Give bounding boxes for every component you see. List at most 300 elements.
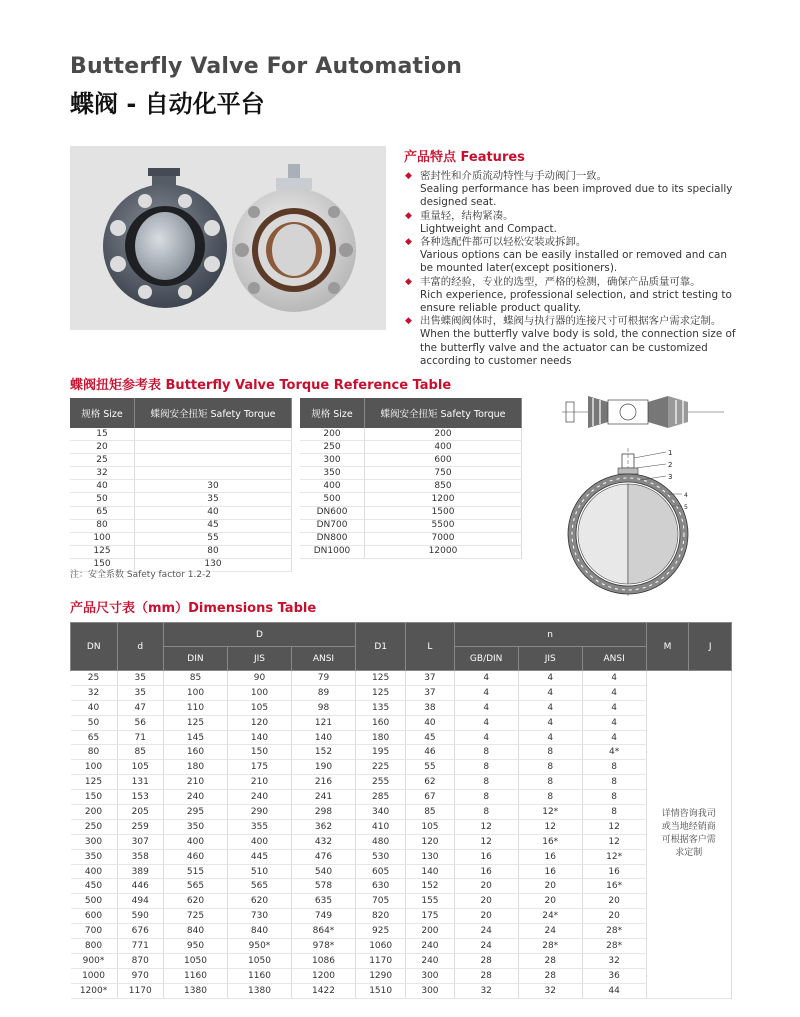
cell-D-din: 725 bbox=[163, 909, 227, 924]
torque-size-cell: 25 bbox=[70, 454, 135, 467]
cell-d: 676 bbox=[117, 924, 163, 939]
cell-dn: 25 bbox=[71, 671, 118, 686]
cell-n-ansi: 4* bbox=[582, 745, 646, 760]
cell-D-din: 840 bbox=[163, 924, 227, 939]
cell-D-jis: 175 bbox=[227, 760, 291, 775]
torque-size-cell: 32 bbox=[70, 467, 135, 480]
torque-size-cell: 250 bbox=[300, 441, 365, 454]
cell-D-ansi: 1422 bbox=[291, 983, 355, 998]
torque-size-cell: DN700 bbox=[300, 519, 365, 532]
cell-n-jis: 32 bbox=[518, 983, 582, 998]
torque-value-cell: 400 bbox=[365, 441, 522, 454]
torque-table-left bbox=[70, 398, 292, 572]
dimensions-heading: 产品尺寸表（mm）Dimensions Table bbox=[70, 601, 317, 616]
cell-D-ansi: 476 bbox=[291, 849, 355, 864]
cell-d: 494 bbox=[117, 894, 163, 909]
cell-D-ansi: 190 bbox=[291, 760, 355, 775]
feature-item bbox=[404, 315, 736, 368]
cell-d: 446 bbox=[117, 879, 163, 894]
cell-l: 38 bbox=[406, 700, 454, 715]
cell-n-gbdin: 8 bbox=[454, 775, 518, 790]
cell-n-gbdin: 32 bbox=[454, 983, 518, 998]
torque-size-cell: 400 bbox=[300, 480, 365, 493]
torque-size-cell: 100 bbox=[70, 532, 135, 545]
cell-dn: 700 bbox=[71, 924, 118, 939]
cell-dn: 350 bbox=[71, 849, 118, 864]
cell-d1: 630 bbox=[355, 879, 405, 894]
cell-l: 40 bbox=[406, 715, 454, 730]
cell-n-ansi: 8 bbox=[582, 805, 646, 820]
col-D-din: DIN bbox=[163, 647, 227, 671]
cell-n-gbdin: 8 bbox=[454, 805, 518, 820]
dimension-row bbox=[71, 671, 732, 686]
torque-row bbox=[300, 441, 522, 454]
torque-value-cell: 1200 bbox=[365, 493, 522, 506]
features-heading: 产品特点 Features bbox=[404, 150, 525, 165]
diamond-bullet-icon: ◆ bbox=[405, 210, 412, 221]
col-torque-header: 蝶阀安全扭矩 Safety Torque bbox=[365, 398, 522, 428]
cell-d1: 180 bbox=[355, 730, 405, 745]
cell-dn: 200 bbox=[71, 805, 118, 820]
cell-l: 85 bbox=[406, 805, 454, 820]
dimension-row bbox=[71, 790, 732, 805]
dimension-row bbox=[71, 805, 732, 820]
cell-d1: 195 bbox=[355, 745, 405, 760]
product-photo bbox=[70, 146, 386, 330]
dimension-row bbox=[71, 775, 732, 790]
feature-cn: 丰富的经验，专业的选型，严格的检测，确保产品质量可靠。 bbox=[420, 275, 701, 288]
cell-d: 590 bbox=[117, 909, 163, 924]
torque-value-cell: 5500 bbox=[365, 519, 522, 532]
drawing-label: 3 bbox=[668, 473, 673, 481]
torque-row bbox=[300, 467, 522, 480]
cell-d: 105 bbox=[117, 760, 163, 775]
torque-row bbox=[70, 493, 292, 506]
cell-D-ansi: 362 bbox=[291, 819, 355, 834]
cell-D-din: 100 bbox=[163, 685, 227, 700]
cell-l: 105 bbox=[406, 819, 454, 834]
cell-D-jis: 400 bbox=[227, 834, 291, 849]
cell-dn: 100 bbox=[71, 760, 118, 775]
cell-d1: 530 bbox=[355, 849, 405, 864]
cell-l: 55 bbox=[406, 760, 454, 775]
cell-l: 46 bbox=[406, 745, 454, 760]
feature-item bbox=[404, 210, 736, 236]
cell-n-jis: 16 bbox=[518, 849, 582, 864]
cell-l: 152 bbox=[406, 879, 454, 894]
torque-row bbox=[70, 454, 292, 467]
cell-dn: 50 bbox=[71, 715, 118, 730]
cell-dn: 800 bbox=[71, 939, 118, 954]
cell-n-gbdin: 16 bbox=[454, 849, 518, 864]
cell-n-ansi: 16 bbox=[582, 864, 646, 879]
cell-d1: 820 bbox=[355, 909, 405, 924]
feature-en: Sealing performance has been improved due to its specially designed seat. bbox=[420, 183, 733, 209]
custom-note: 详情咨询我司或当地经销商可根据客户需求定制 bbox=[661, 809, 716, 859]
cell-d1: 125 bbox=[355, 685, 405, 700]
cell-n-jis: 28* bbox=[518, 939, 582, 954]
cell-D-ansi: 121 bbox=[291, 715, 355, 730]
cell-d1: 125 bbox=[355, 671, 405, 686]
custom-note-cell bbox=[646, 671, 731, 999]
col-n-ansi: ANSI bbox=[582, 647, 646, 671]
dimension-row bbox=[71, 715, 732, 730]
cell-n-ansi: 8 bbox=[582, 790, 646, 805]
cell-n-gbdin: 4 bbox=[454, 715, 518, 730]
cell-D-din: 565 bbox=[163, 879, 227, 894]
cell-d: 259 bbox=[117, 819, 163, 834]
cell-dn: 250 bbox=[71, 819, 118, 834]
torque-row bbox=[70, 519, 292, 532]
torque-value-cell: 55 bbox=[135, 532, 292, 545]
cell-D-jis: 140 bbox=[227, 730, 291, 745]
cell-n-gbdin: 4 bbox=[454, 730, 518, 745]
cell-d: 970 bbox=[117, 968, 163, 983]
cell-dn: 150 bbox=[71, 790, 118, 805]
torque-row bbox=[300, 493, 522, 506]
cell-n-ansi: 8 bbox=[582, 775, 646, 790]
drawing-label: 2 bbox=[668, 461, 673, 469]
cell-n-jis: 8 bbox=[518, 760, 582, 775]
feature-cn: 出售蝶阀阀体时，蝶阀与执行器的连接尺寸可根据客户需求定制。 bbox=[420, 315, 722, 328]
col-size-header: 规格 Size bbox=[300, 398, 365, 428]
cell-d: 771 bbox=[117, 939, 163, 954]
cell-l: 62 bbox=[406, 775, 454, 790]
diamond-bullet-icon: ◆ bbox=[405, 316, 412, 327]
cell-dn: 1200* bbox=[71, 983, 118, 998]
drawing-label: 1 bbox=[668, 449, 673, 457]
col-D: D bbox=[163, 623, 355, 647]
cell-d1: 410 bbox=[355, 819, 405, 834]
cell-n-jis: 24* bbox=[518, 909, 582, 924]
cell-dn: 400 bbox=[71, 864, 118, 879]
cell-D-ansi: 140 bbox=[291, 730, 355, 745]
diamond-bullet-icon: ◆ bbox=[405, 237, 412, 248]
col-torque-header: 蝶阀安全扭矩 Safety Torque bbox=[135, 398, 292, 428]
torque-row bbox=[300, 519, 522, 532]
cell-D-ansi: 1086 bbox=[291, 953, 355, 968]
cell-l: 300 bbox=[406, 968, 454, 983]
torque-row bbox=[70, 532, 292, 545]
cell-d: 47 bbox=[117, 700, 163, 715]
torque-size-cell: 150 bbox=[70, 558, 135, 571]
feature-item bbox=[404, 236, 736, 276]
cell-n-ansi: 32 bbox=[582, 953, 646, 968]
cell-D-ansi: 432 bbox=[291, 834, 355, 849]
cell-d: 85 bbox=[117, 745, 163, 760]
dimension-row bbox=[71, 685, 732, 700]
cell-D-jis: 210 bbox=[227, 775, 291, 790]
feature-cn: 各种选配件都可以轻松安装或拆卸。 bbox=[420, 236, 587, 249]
torque-value-cell: 30 bbox=[135, 480, 292, 493]
title-en: Butterfly Valve For Automation bbox=[70, 54, 463, 79]
cell-n-jis: 4 bbox=[518, 715, 582, 730]
torque-value-cell: 35 bbox=[135, 493, 292, 506]
torque-table-right bbox=[300, 398, 522, 559]
torque-row bbox=[70, 441, 292, 454]
cell-n-jis: 8 bbox=[518, 745, 582, 760]
cell-l: 240 bbox=[406, 939, 454, 954]
torque-row bbox=[70, 506, 292, 519]
torque-value-cell: 7000 bbox=[365, 532, 522, 545]
diamond-bullet-icon: ◆ bbox=[405, 276, 412, 287]
cell-D-ansi: 152 bbox=[291, 745, 355, 760]
technical-drawing bbox=[548, 388, 738, 604]
cell-n-jis: 4 bbox=[518, 671, 582, 686]
cell-D-ansi: 540 bbox=[291, 864, 355, 879]
cell-n-gbdin: 8 bbox=[454, 745, 518, 760]
torque-row bbox=[300, 428, 522, 441]
cell-n-ansi: 4 bbox=[582, 700, 646, 715]
cell-d1: 255 bbox=[355, 775, 405, 790]
cell-n-jis: 28 bbox=[518, 968, 582, 983]
feature-en: Rich experience, professional selection, and strict testing to ensure reliable product quality. bbox=[420, 288, 732, 315]
torque-value-cell bbox=[135, 467, 292, 480]
torque-row bbox=[70, 467, 292, 480]
cell-dn: 500 bbox=[71, 894, 118, 909]
cell-d1: 135 bbox=[355, 700, 405, 715]
col-n-gbdin: GB/DIN bbox=[454, 647, 518, 671]
cell-D-din: 400 bbox=[163, 834, 227, 849]
col-n-jis: JIS bbox=[518, 647, 582, 671]
cell-D-jis: 290 bbox=[227, 805, 291, 820]
cell-n-gbdin: 28 bbox=[454, 968, 518, 983]
col-dn: DN bbox=[71, 623, 118, 671]
cell-D-jis: 1050 bbox=[227, 953, 291, 968]
cell-d1: 340 bbox=[355, 805, 405, 820]
torque-size-cell: 125 bbox=[70, 545, 135, 558]
torque-size-cell: DN1000 bbox=[300, 545, 365, 558]
cell-D-ansi: 1200 bbox=[291, 968, 355, 983]
cell-D-jis: 840 bbox=[227, 924, 291, 939]
cell-D-jis: 1160 bbox=[227, 968, 291, 983]
col-size-header: 规格 Size bbox=[70, 398, 135, 428]
cell-n-ansi: 4 bbox=[582, 730, 646, 745]
cell-d1: 285 bbox=[355, 790, 405, 805]
dimension-row bbox=[71, 879, 732, 894]
dimension-row bbox=[71, 760, 732, 775]
cell-n-ansi: 4 bbox=[582, 715, 646, 730]
dimension-row bbox=[71, 700, 732, 715]
torque-value-cell: 750 bbox=[365, 467, 522, 480]
cell-n-jis: 20 bbox=[518, 879, 582, 894]
torque-value-cell bbox=[135, 441, 292, 454]
cell-D-ansi: 216 bbox=[291, 775, 355, 790]
cell-l: 67 bbox=[406, 790, 454, 805]
dimension-row bbox=[71, 894, 732, 909]
cell-dn: 450 bbox=[71, 879, 118, 894]
cell-D-din: 240 bbox=[163, 790, 227, 805]
cell-n-ansi: 4 bbox=[582, 685, 646, 700]
cell-n-ansi: 20 bbox=[582, 894, 646, 909]
torque-heading: 蝶阀扭矩参考表 Butterfly Valve Torque Reference Table bbox=[70, 378, 452, 393]
cell-D-din: 1050 bbox=[163, 953, 227, 968]
torque-value-cell bbox=[135, 454, 292, 467]
cell-D-ansi: 298 bbox=[291, 805, 355, 820]
torque-row bbox=[300, 480, 522, 493]
cell-n-ansi: 28* bbox=[582, 924, 646, 939]
cell-dn: 600 bbox=[71, 909, 118, 924]
cell-n-jis: 16 bbox=[518, 864, 582, 879]
cell-D-ansi: 98 bbox=[291, 700, 355, 715]
cell-D-jis: 150 bbox=[227, 745, 291, 760]
dimension-row bbox=[71, 983, 732, 998]
torque-size-cell: 350 bbox=[300, 467, 365, 480]
cell-dn: 125 bbox=[71, 775, 118, 790]
cell-D-jis: 950* bbox=[227, 939, 291, 954]
cell-D-jis: 90 bbox=[227, 671, 291, 686]
cell-D-din: 460 bbox=[163, 849, 227, 864]
cell-n-ansi: 28* bbox=[582, 939, 646, 954]
cell-n-ansi: 12* bbox=[582, 849, 646, 864]
cell-n-gbdin: 12 bbox=[454, 819, 518, 834]
cell-D-jis: 100 bbox=[227, 685, 291, 700]
cell-D-din: 85 bbox=[163, 671, 227, 686]
dimension-row bbox=[71, 909, 732, 924]
feature-item bbox=[404, 276, 736, 316]
cell-d: 56 bbox=[117, 715, 163, 730]
torque-value-cell: 45 bbox=[135, 519, 292, 532]
cell-d: 35 bbox=[117, 671, 163, 686]
dimension-row bbox=[71, 849, 732, 864]
dimension-row bbox=[71, 924, 732, 939]
col-d: d bbox=[117, 623, 163, 671]
cell-d1: 1290 bbox=[355, 968, 405, 983]
cell-l: 240 bbox=[406, 953, 454, 968]
cell-D-jis: 240 bbox=[227, 790, 291, 805]
cell-n-jis: 16* bbox=[518, 834, 582, 849]
torque-size-cell: DN600 bbox=[300, 506, 365, 519]
cell-D-din: 145 bbox=[163, 730, 227, 745]
cell-n-gbdin: 20 bbox=[454, 894, 518, 909]
torque-size-cell: 40 bbox=[70, 480, 135, 493]
cell-D-ansi: 864* bbox=[291, 924, 355, 939]
cell-dn: 32 bbox=[71, 685, 118, 700]
cell-D-jis: 120 bbox=[227, 715, 291, 730]
dimension-row bbox=[71, 730, 732, 745]
feature-cn: 重量轻，结构紧凑。 bbox=[420, 209, 514, 222]
cell-d: 870 bbox=[117, 953, 163, 968]
valve-drawing-icon bbox=[548, 388, 738, 604]
cell-d1: 1510 bbox=[355, 983, 405, 998]
torque-value-cell: 80 bbox=[135, 545, 292, 558]
feature-en: Lightweight and Compact. bbox=[420, 222, 557, 235]
cell-n-gbdin: 24 bbox=[454, 939, 518, 954]
cell-D-din: 210 bbox=[163, 775, 227, 790]
torque-value-cell: 200 bbox=[365, 428, 522, 441]
cell-l: 37 bbox=[406, 671, 454, 686]
cell-n-jis: 4 bbox=[518, 685, 582, 700]
cell-n-jis: 20 bbox=[518, 894, 582, 909]
dimension-row bbox=[71, 834, 732, 849]
cell-D-ansi: 978* bbox=[291, 939, 355, 954]
torque-value-cell: 12000 bbox=[365, 545, 522, 558]
dimension-row bbox=[71, 968, 732, 983]
cell-dn: 300 bbox=[71, 834, 118, 849]
cell-l: 120 bbox=[406, 834, 454, 849]
cell-l: 37 bbox=[406, 685, 454, 700]
cell-D-din: 125 bbox=[163, 715, 227, 730]
torque-size-cell: 65 bbox=[70, 506, 135, 519]
cell-D-ansi: 89 bbox=[291, 685, 355, 700]
drawing-label: 5 bbox=[684, 504, 688, 511]
cell-n-gbdin: 4 bbox=[454, 700, 518, 715]
col-d1: D1 bbox=[355, 623, 405, 671]
cell-D-jis: 355 bbox=[227, 819, 291, 834]
cell-n-gbdin: 4 bbox=[454, 671, 518, 686]
cell-n-jis: 4 bbox=[518, 700, 582, 715]
cell-d: 153 bbox=[117, 790, 163, 805]
features-list bbox=[404, 170, 736, 368]
cell-d1: 925 bbox=[355, 924, 405, 939]
safety-factor-note: 注：安全系数 Safety factor 1.2-2 bbox=[70, 570, 212, 580]
cell-n-jis: 4 bbox=[518, 730, 582, 745]
cell-n-ansi: 8 bbox=[582, 760, 646, 775]
cell-n-gbdin: 16 bbox=[454, 864, 518, 879]
col-D-ansi: ANSI bbox=[291, 647, 355, 671]
feature-item bbox=[404, 170, 736, 210]
cell-n-gbdin: 8 bbox=[454, 790, 518, 805]
cell-D-ansi: 635 bbox=[291, 894, 355, 909]
drawing-label: 4 bbox=[684, 492, 688, 499]
torque-size-cell: 200 bbox=[300, 428, 365, 441]
cell-n-ansi: 16* bbox=[582, 879, 646, 894]
torque-value-cell bbox=[135, 428, 292, 441]
feature-cn: 密封性和介质流动特性与手动阀门一致。 bbox=[420, 170, 608, 182]
cell-n-gbdin: 28 bbox=[454, 953, 518, 968]
torque-size-cell: 20 bbox=[70, 441, 135, 454]
cell-D-din: 1160 bbox=[163, 968, 227, 983]
cell-D-jis: 565 bbox=[227, 879, 291, 894]
torque-row bbox=[70, 428, 292, 441]
cell-D-din: 620 bbox=[163, 894, 227, 909]
torque-value-cell: 130 bbox=[135, 558, 292, 571]
cell-n-gbdin: 20 bbox=[454, 879, 518, 894]
cell-dn: 1000 bbox=[71, 968, 118, 983]
torque-size-cell: 80 bbox=[70, 519, 135, 532]
cell-D-ansi: 241 bbox=[291, 790, 355, 805]
cell-D-ansi: 79 bbox=[291, 671, 355, 686]
torque-value-cell: 850 bbox=[365, 480, 522, 493]
cell-d: 358 bbox=[117, 849, 163, 864]
feature-en: When the butterfly valve body is sold, the connection size of the butterfly valve and the actuator can be customized according to customer needs bbox=[420, 328, 736, 367]
cell-d: 307 bbox=[117, 834, 163, 849]
torque-size-cell: 300 bbox=[300, 454, 365, 467]
col-l: L bbox=[406, 623, 454, 671]
cell-l: 45 bbox=[406, 730, 454, 745]
cell-d: 131 bbox=[117, 775, 163, 790]
cell-d: 389 bbox=[117, 864, 163, 879]
dimension-row bbox=[71, 745, 732, 760]
cell-n-jis: 8 bbox=[518, 790, 582, 805]
cell-n-ansi: 4 bbox=[582, 671, 646, 686]
cell-n-ansi: 36 bbox=[582, 968, 646, 983]
cell-d1: 480 bbox=[355, 834, 405, 849]
dimension-row bbox=[71, 953, 732, 968]
torque-size-cell: DN800 bbox=[300, 532, 365, 545]
cell-D-din: 180 bbox=[163, 760, 227, 775]
cell-D-din: 350 bbox=[163, 819, 227, 834]
cell-n-gbdin: 12 bbox=[454, 834, 518, 849]
cell-D-ansi: 578 bbox=[291, 879, 355, 894]
cell-n-gbdin: 24 bbox=[454, 924, 518, 939]
cell-d1: 1170 bbox=[355, 953, 405, 968]
cell-n-gbdin: 4 bbox=[454, 685, 518, 700]
cell-n-jis: 12 bbox=[518, 819, 582, 834]
cell-n-gbdin: 8 bbox=[454, 760, 518, 775]
cell-D-din: 1380 bbox=[163, 983, 227, 998]
cell-D-din: 110 bbox=[163, 700, 227, 715]
